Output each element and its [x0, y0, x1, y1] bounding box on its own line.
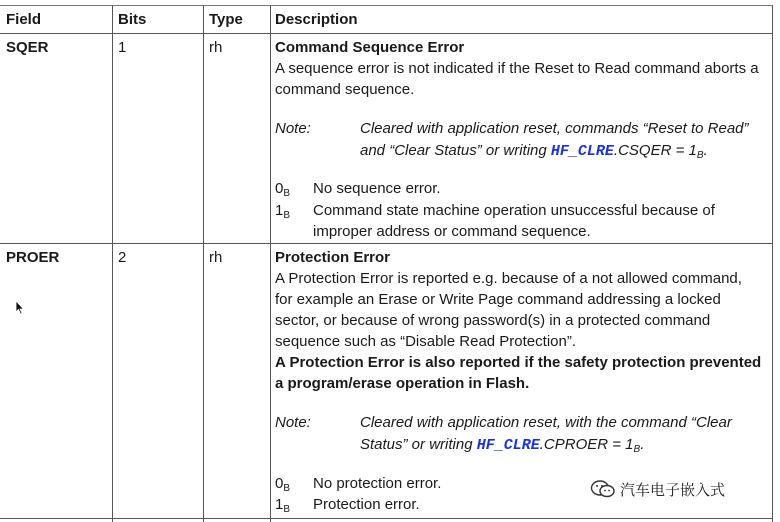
note-label: Note: — [275, 414, 311, 431]
value-code: $0_B$ — [275, 180, 291, 199]
register-link[interactable]: HF_CLRE — [476, 437, 540, 454]
description-line: for example an Erase or Write Page command addressing a locked — [275, 291, 721, 308]
col-divider-type — [203, 5, 204, 522]
value-description: Protection error. — [313, 496, 420, 513]
bits-value: 2 — [118, 249, 127, 266]
field-name: PROER — [6, 249, 60, 266]
header-bits: Bits — [118, 11, 147, 28]
note-text: and “Clear Status” or writing HF_CLRE.CSQER = $1_B$. — [360, 142, 708, 161]
description-bold-line: A Protection Error is also reported if the safety protection prevented — [275, 354, 762, 371]
value-description: No protection error. — [313, 475, 442, 492]
table-bottom-border — [0, 518, 772, 519]
note-text: Status” or writing HF_CLRE.CPROER = $1_B$. — [360, 436, 645, 455]
field-title: Protection Error — [275, 249, 391, 266]
row-divider — [0, 243, 772, 244]
value-description: improper address or command sequence. — [313, 223, 591, 240]
type-value: rh — [209, 39, 223, 56]
type-value: rh — [209, 249, 223, 266]
table-top-border — [0, 5, 772, 6]
description-line: A Protection Error is reported e.g. because of a not allowed command, — [275, 270, 742, 287]
table-right-border — [772, 5, 773, 522]
mouse-pointer-icon — [15, 300, 25, 315]
value-code: $1_B$ — [275, 496, 291, 515]
value-code: $1_B$ — [275, 202, 291, 221]
field-name: SQER — [6, 39, 49, 56]
register-link[interactable]: HF_CLRE — [550, 143, 614, 160]
watermark-text: 汽车电子嵌入式 — [620, 481, 726, 499]
value-code: $0_B$ — [275, 475, 291, 494]
header-description: Description — [275, 11, 358, 28]
field-title: Command Sequence Error — [275, 39, 465, 56]
header-type: Type — [209, 11, 243, 28]
description-line: sequence such as “Disable Read Protection”. — [275, 333, 576, 350]
description-line: sector, or because of wrong password(s) in a protected command — [275, 312, 711, 329]
wechat-icon — [590, 479, 616, 499]
header-divider — [0, 33, 772, 34]
value-description: No sequence error. — [313, 180, 441, 197]
note-label: Note: — [275, 120, 311, 137]
col-divider-description — [270, 5, 271, 522]
description-line: command sequence. — [275, 81, 415, 98]
note-text: Cleared with application reset, commands “Reset to Read” — [360, 120, 749, 137]
header-field: Field — [6, 11, 42, 28]
value-description: Command state machine operation unsuccessful because of — [313, 202, 715, 219]
col-divider-bits — [112, 5, 113, 522]
note-text: Cleared with application reset, with the command “Clear — [360, 414, 732, 431]
watermark — [590, 478, 725, 500]
description-bold-line: a program/erase operation in Flash. — [275, 375, 530, 392]
description-line: A sequence error is not indicated if the Reset to Read command aborts a — [275, 60, 759, 77]
bits-value: 1 — [118, 39, 127, 56]
